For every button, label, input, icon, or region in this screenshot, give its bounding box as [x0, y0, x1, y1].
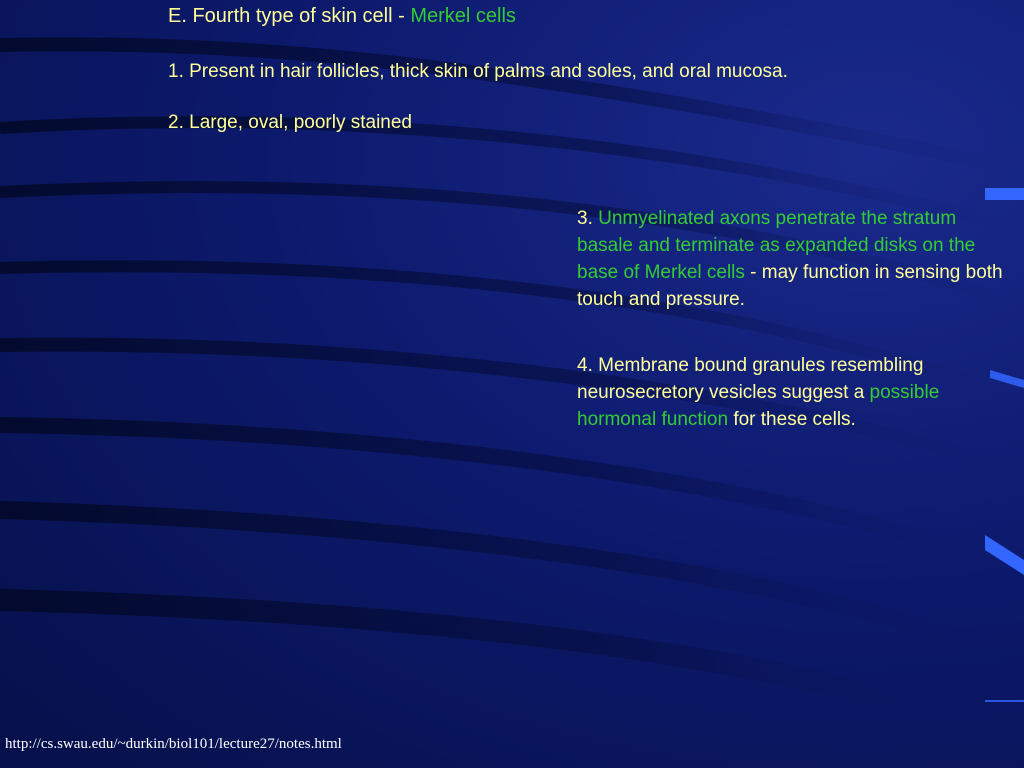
point-2: 2. Large, oval, poorly stained [168, 112, 412, 133]
point-4-green: possible hormonal function [577, 382, 940, 430]
point-3-green: Unmyelinated axons penetrate the stratum basale and terminate as expanded disks on the base of Merkel cells [577, 208, 976, 283]
point-4-prefix: 4. Membrane bound granules resembling neurosecretory vesicles suggest a [577, 355, 924, 403]
title-prefix: E. Fourth type of skin cell - [168, 5, 411, 27]
slide-title [168, 3, 516, 30]
point-4 [577, 352, 1017, 433]
source-url: http://cs.swau.edu/~durkin/biol101/lecture27/notes.html [5, 736, 342, 752]
title-highlight: Merkel cells [410, 5, 516, 27]
point-4-suffix: for these cells. [728, 409, 856, 430]
point-3-suffix: - may function in sensing both touch and pressure. [577, 262, 1003, 310]
point-1: 1. Present in hair follicles, thick skin of palms and soles, and oral mucosa. [168, 61, 788, 82]
point-3-prefix: 3. [577, 208, 599, 229]
point-3 [577, 205, 1017, 313]
